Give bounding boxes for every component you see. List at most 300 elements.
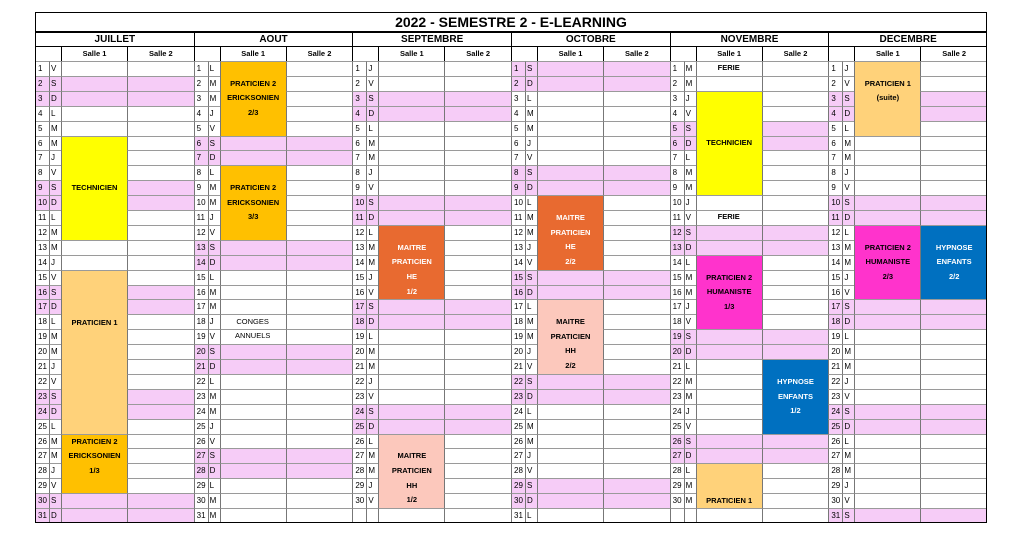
salle-1-slot[interactable] [220, 478, 286, 493]
salle-1-slot[interactable] [696, 404, 762, 419]
salle-2-slot[interactable] [762, 478, 829, 493]
salle-2-slot[interactable] [603, 374, 670, 389]
salle-2-slot[interactable] [444, 91, 511, 106]
salle-2-slot[interactable] [127, 136, 194, 151]
salle-2-slot[interactable] [603, 195, 670, 210]
salle-2-slot[interactable] [127, 165, 194, 180]
salle-1-slot[interactable] [220, 508, 286, 523]
salle-2-slot[interactable] [920, 91, 987, 106]
salle-2-slot[interactable] [444, 121, 511, 136]
salle-1-slot[interactable] [220, 136, 286, 151]
salle-1-slot[interactable] [854, 404, 920, 419]
salle-1-slot[interactable] [378, 106, 444, 121]
salle-1-slot[interactable] [537, 180, 603, 195]
salle-2-slot[interactable] [920, 180, 987, 195]
salle-2-slot[interactable] [286, 299, 353, 314]
salle-2-slot[interactable] [127, 314, 194, 329]
salle-2-slot[interactable] [286, 121, 353, 136]
salle-2-slot[interactable] [920, 419, 987, 434]
salle-1-slot[interactable] [378, 314, 444, 329]
salle-1-slot[interactable] [537, 434, 603, 449]
salle-1-slot[interactable] [854, 344, 920, 359]
salle-1-slot[interactable] [378, 136, 444, 151]
training-session-block[interactable] [696, 463, 762, 508]
salle-1-slot[interactable] [378, 180, 444, 195]
salle-2-slot[interactable] [286, 180, 353, 195]
training-session-block[interactable] [854, 225, 920, 300]
training-session-block[interactable] [61, 136, 127, 240]
salle-2-slot[interactable] [603, 255, 670, 270]
salle-1-slot[interactable] [537, 404, 603, 419]
salle-1-slot[interactable] [378, 150, 444, 165]
salle-1-slot[interactable] [220, 359, 286, 374]
salle-2-slot[interactable] [920, 478, 987, 493]
salle-1-slot[interactable] [537, 61, 603, 76]
salle-1-slot[interactable] [854, 493, 920, 508]
salle-2-slot[interactable] [603, 493, 670, 508]
salle-2-slot[interactable] [920, 508, 987, 523]
salle-2-slot[interactable] [603, 180, 670, 195]
salle-1-slot[interactable] [61, 255, 127, 270]
salle-1-slot[interactable] [378, 508, 444, 523]
salle-2-slot[interactable] [762, 434, 829, 449]
salle-2-slot[interactable] [286, 419, 353, 434]
salle-2-slot[interactable] [444, 463, 511, 478]
salle-2-slot[interactable] [603, 240, 670, 255]
salle-2-slot[interactable] [920, 61, 987, 76]
salle-1-slot[interactable] [378, 121, 444, 136]
salle-1-slot[interactable] [696, 374, 762, 389]
salle-1-slot[interactable] [220, 434, 286, 449]
salle-2-slot[interactable] [127, 195, 194, 210]
salle-2-slot[interactable] [286, 210, 353, 225]
salle-2-slot[interactable] [762, 493, 829, 508]
salle-2-slot[interactable] [444, 165, 511, 180]
salle-1-slot[interactable] [537, 76, 603, 91]
salle-2-slot[interactable] [762, 299, 829, 314]
salle-1-slot[interactable] [220, 389, 286, 404]
salle-2-slot[interactable] [127, 299, 194, 314]
salle-2-slot[interactable] [603, 419, 670, 434]
training-session-block[interactable] [61, 270, 127, 434]
salle-2-slot[interactable] [603, 404, 670, 419]
salle-2-slot[interactable] [603, 91, 670, 106]
salle-2-slot[interactable] [603, 225, 670, 240]
salle-2-slot[interactable] [127, 389, 194, 404]
salle-2-slot[interactable] [127, 270, 194, 285]
salle-1-slot[interactable] [220, 285, 286, 300]
salle-2-slot[interactable] [286, 508, 353, 523]
salle-2-slot[interactable] [127, 91, 194, 106]
salle-2-slot[interactable] [286, 61, 353, 76]
salle-2-slot[interactable] [444, 106, 511, 121]
salle-1-slot[interactable] [696, 240, 762, 255]
salle-2-slot[interactable] [286, 374, 353, 389]
salle-1-slot[interactable] [537, 419, 603, 434]
salle-1-slot[interactable] [854, 389, 920, 404]
salle-2-slot[interactable] [444, 508, 511, 523]
salle-2-slot[interactable] [127, 240, 194, 255]
salle-2-slot[interactable] [603, 314, 670, 329]
salle-2-slot[interactable] [603, 106, 670, 121]
salle-1-slot[interactable] [537, 106, 603, 121]
salle-2-slot[interactable] [762, 463, 829, 478]
salle-1-slot[interactable] [220, 240, 286, 255]
salle-2-slot[interactable] [920, 389, 987, 404]
salle-2-slot[interactable] [286, 150, 353, 165]
salle-1-slot[interactable] [378, 404, 444, 419]
salle-2-slot[interactable] [603, 61, 670, 76]
salle-2-slot[interactable] [286, 434, 353, 449]
salle-2-slot[interactable] [603, 359, 670, 374]
salle-2-slot[interactable] [762, 225, 829, 240]
salle-2-slot[interactable] [920, 329, 987, 344]
salle-2-slot[interactable] [762, 210, 829, 225]
salle-2-slot[interactable] [603, 121, 670, 136]
salle-1-slot[interactable] [537, 478, 603, 493]
salle-2-slot[interactable] [127, 344, 194, 359]
salle-1-slot[interactable] [61, 493, 127, 508]
salle-2-slot[interactable] [444, 344, 511, 359]
salle-1-slot[interactable] [61, 508, 127, 523]
salle-2-slot[interactable] [920, 106, 987, 121]
salle-2-slot[interactable] [127, 121, 194, 136]
salle-1-slot[interactable] [378, 344, 444, 359]
salle-2-slot[interactable] [444, 404, 511, 419]
salle-1-slot[interactable] [537, 121, 603, 136]
salle-2-slot[interactable] [762, 61, 829, 76]
salle-2-slot[interactable] [762, 150, 829, 165]
salle-2-slot[interactable] [286, 389, 353, 404]
salle-2-slot[interactable] [920, 448, 987, 463]
salle-2-slot[interactable] [444, 434, 511, 449]
salle-1-slot[interactable] [220, 404, 286, 419]
salle-2-slot[interactable] [603, 344, 670, 359]
salle-1-slot[interactable] [537, 508, 603, 523]
salle-1-slot[interactable] [537, 463, 603, 478]
training-session-block[interactable] [762, 359, 829, 434]
salle-1-slot[interactable] [378, 359, 444, 374]
salle-2-slot[interactable] [444, 493, 511, 508]
salle-1-slot[interactable] [537, 150, 603, 165]
salle-1-slot[interactable] [854, 195, 920, 210]
salle-1-slot[interactable] [696, 344, 762, 359]
training-session-block[interactable] [537, 195, 603, 270]
salle-1-slot[interactable] [854, 180, 920, 195]
salle-2-slot[interactable] [444, 240, 511, 255]
salle-2-slot[interactable] [444, 180, 511, 195]
salle-2-slot[interactable] [444, 359, 511, 374]
salle-2-slot[interactable] [920, 359, 987, 374]
salle-1-slot[interactable] [61, 61, 127, 76]
salle-1-slot[interactable] [537, 389, 603, 404]
salle-1-slot[interactable] [61, 121, 127, 136]
salle-2-slot[interactable] [603, 478, 670, 493]
salle-2-slot[interactable] [920, 210, 987, 225]
salle-2-slot[interactable] [444, 285, 511, 300]
salle-2-slot[interactable] [127, 463, 194, 478]
salle-1-slot[interactable] [378, 165, 444, 180]
salle-2-slot[interactable] [603, 165, 670, 180]
salle-1-slot[interactable] [854, 448, 920, 463]
salle-2-slot[interactable] [603, 150, 670, 165]
salle-2-slot[interactable] [920, 314, 987, 329]
salle-1-slot[interactable] [854, 165, 920, 180]
salle-1-slot[interactable] [378, 91, 444, 106]
salle-1-slot[interactable] [537, 91, 603, 106]
salle-1-slot[interactable] [61, 240, 127, 255]
salle-1-slot[interactable] [854, 419, 920, 434]
salle-1-slot[interactable] [378, 61, 444, 76]
salle-1-slot[interactable] [220, 299, 286, 314]
salle-2-slot[interactable] [603, 463, 670, 478]
salle-2-slot[interactable] [286, 195, 353, 210]
salle-2-slot[interactable] [127, 419, 194, 434]
salle-1-slot[interactable] [696, 508, 762, 523]
salle-2-slot[interactable] [286, 106, 353, 121]
salle-2-slot[interactable] [603, 508, 670, 523]
salle-1-slot[interactable] [854, 329, 920, 344]
salle-2-slot[interactable] [603, 329, 670, 344]
salle-2-slot[interactable] [127, 76, 194, 91]
salle-1-slot[interactable] [61, 76, 127, 91]
salle-2-slot[interactable] [286, 463, 353, 478]
salle-1-slot[interactable] [378, 299, 444, 314]
salle-2-slot[interactable] [444, 270, 511, 285]
salle-2-slot[interactable] [444, 389, 511, 404]
salle-2-slot[interactable] [444, 478, 511, 493]
salle-1-slot[interactable] [854, 508, 920, 523]
salle-2-slot[interactable] [286, 76, 353, 91]
salle-1-slot[interactable] [378, 374, 444, 389]
salle-2-slot[interactable] [286, 240, 353, 255]
salle-1-slot[interactable] [220, 150, 286, 165]
salle-1-slot[interactable] [854, 374, 920, 389]
salle-2-slot[interactable] [603, 448, 670, 463]
salle-2-slot[interactable] [127, 180, 194, 195]
salle-1-slot[interactable] [854, 314, 920, 329]
training-session-block[interactable] [854, 61, 920, 136]
salle-1-slot[interactable] [854, 463, 920, 478]
salle-2-slot[interactable] [286, 270, 353, 285]
salle-1-slot[interactable] [378, 195, 444, 210]
salle-2-slot[interactable] [127, 106, 194, 121]
salle-2-slot[interactable] [286, 344, 353, 359]
salle-2-slot[interactable] [444, 136, 511, 151]
salle-2-slot[interactable] [762, 270, 829, 285]
salle-2-slot[interactable] [762, 314, 829, 329]
salle-2-slot[interactable] [920, 404, 987, 419]
training-session-block[interactable] [61, 434, 127, 494]
salle-2-slot[interactable] [127, 61, 194, 76]
salle-2-slot[interactable] [286, 285, 353, 300]
salle-2-slot[interactable] [127, 329, 194, 344]
salle-1-slot[interactable] [220, 463, 286, 478]
salle-1-slot[interactable] [696, 389, 762, 404]
salle-1-slot[interactable] [696, 359, 762, 374]
salle-2-slot[interactable] [762, 136, 829, 151]
salle-2-slot[interactable] [762, 255, 829, 270]
salle-2-slot[interactable] [127, 359, 194, 374]
salle-2-slot[interactable] [920, 150, 987, 165]
salle-2-slot[interactable] [603, 76, 670, 91]
salle-2-slot[interactable] [127, 225, 194, 240]
salle-1-slot[interactable] [378, 389, 444, 404]
salle-2-slot[interactable] [920, 434, 987, 449]
salle-2-slot[interactable] [127, 448, 194, 463]
salle-1-slot[interactable] [537, 493, 603, 508]
salle-2-slot[interactable] [127, 210, 194, 225]
salle-2-slot[interactable] [762, 76, 829, 91]
salle-1-slot[interactable] [854, 478, 920, 493]
salle-1-slot[interactable] [854, 150, 920, 165]
salle-2-slot[interactable] [920, 493, 987, 508]
salle-2-slot[interactable] [444, 314, 511, 329]
salle-1-slot[interactable] [220, 255, 286, 270]
salle-1-slot[interactable] [220, 419, 286, 434]
salle-1-slot[interactable] [378, 76, 444, 91]
salle-2-slot[interactable] [920, 165, 987, 180]
salle-1-slot[interactable] [696, 329, 762, 344]
salle-1-slot[interactable] [537, 165, 603, 180]
training-session-block[interactable] [696, 255, 762, 330]
salle-1-slot[interactable] [220, 448, 286, 463]
salle-2-slot[interactable] [444, 448, 511, 463]
training-session-block[interactable] [696, 210, 762, 225]
salle-2-slot[interactable] [444, 299, 511, 314]
salle-1-slot[interactable] [854, 210, 920, 225]
salle-2-slot[interactable] [603, 136, 670, 151]
salle-1-slot[interactable] [696, 225, 762, 240]
training-session-block[interactable] [920, 225, 987, 300]
salle-2-slot[interactable] [127, 478, 194, 493]
salle-1-slot[interactable] [220, 374, 286, 389]
training-session-block[interactable] [537, 299, 603, 374]
salle-1-slot[interactable] [220, 344, 286, 359]
salle-2-slot[interactable] [286, 165, 353, 180]
salle-2-slot[interactable] [762, 180, 829, 195]
salle-2-slot[interactable] [127, 255, 194, 270]
salle-2-slot[interactable] [127, 285, 194, 300]
training-session-block[interactable] [220, 314, 286, 344]
salle-1-slot[interactable] [537, 136, 603, 151]
salle-2-slot[interactable] [444, 76, 511, 91]
salle-2-slot[interactable] [444, 61, 511, 76]
salle-2-slot[interactable] [286, 448, 353, 463]
salle-2-slot[interactable] [444, 210, 511, 225]
salle-2-slot[interactable] [603, 285, 670, 300]
salle-2-slot[interactable] [762, 285, 829, 300]
salle-2-slot[interactable] [920, 136, 987, 151]
salle-2-slot[interactable] [444, 195, 511, 210]
salle-2-slot[interactable] [444, 150, 511, 165]
salle-2-slot[interactable] [127, 434, 194, 449]
salle-2-slot[interactable] [762, 344, 829, 359]
salle-2-slot[interactable] [127, 508, 194, 523]
training-session-block[interactable] [378, 225, 444, 300]
salle-1-slot[interactable] [61, 106, 127, 121]
salle-1-slot[interactable] [378, 329, 444, 344]
salle-2-slot[interactable] [603, 389, 670, 404]
salle-2-slot[interactable] [603, 270, 670, 285]
salle-1-slot[interactable] [696, 195, 762, 210]
salle-2-slot[interactable] [444, 255, 511, 270]
salle-2-slot[interactable] [286, 404, 353, 419]
salle-2-slot[interactable] [444, 329, 511, 344]
salle-2-slot[interactable] [920, 76, 987, 91]
salle-1-slot[interactable] [537, 270, 603, 285]
salle-1-slot[interactable] [220, 270, 286, 285]
salle-1-slot[interactable] [854, 434, 920, 449]
training-session-block[interactable] [696, 61, 762, 76]
salle-2-slot[interactable] [762, 240, 829, 255]
salle-2-slot[interactable] [920, 195, 987, 210]
salle-2-slot[interactable] [603, 210, 670, 225]
salle-2-slot[interactable] [920, 121, 987, 136]
salle-1-slot[interactable] [854, 136, 920, 151]
salle-2-slot[interactable] [286, 359, 353, 374]
salle-1-slot[interactable] [61, 91, 127, 106]
salle-1-slot[interactable] [378, 210, 444, 225]
salle-1-slot[interactable] [537, 285, 603, 300]
salle-2-slot[interactable] [762, 329, 829, 344]
training-session-block[interactable] [220, 61, 286, 136]
salle-2-slot[interactable] [762, 448, 829, 463]
salle-2-slot[interactable] [762, 508, 829, 523]
salle-1-slot[interactable] [696, 419, 762, 434]
salle-2-slot[interactable] [762, 165, 829, 180]
salle-2-slot[interactable] [286, 91, 353, 106]
salle-1-slot[interactable] [696, 76, 762, 91]
salle-2-slot[interactable] [762, 91, 829, 106]
salle-2-slot[interactable] [286, 225, 353, 240]
salle-2-slot[interactable] [920, 299, 987, 314]
salle-2-slot[interactable] [762, 195, 829, 210]
salle-2-slot[interactable] [762, 106, 829, 121]
salle-2-slot[interactable] [762, 121, 829, 136]
salle-1-slot[interactable] [696, 448, 762, 463]
salle-2-slot[interactable] [127, 150, 194, 165]
salle-2-slot[interactable] [286, 136, 353, 151]
salle-2-slot[interactable] [603, 434, 670, 449]
salle-1-slot[interactable] [378, 419, 444, 434]
training-session-block[interactable] [220, 165, 286, 240]
training-session-block[interactable] [378, 434, 444, 509]
salle-2-slot[interactable] [286, 255, 353, 270]
salle-1-slot[interactable] [220, 493, 286, 508]
salle-2-slot[interactable] [920, 344, 987, 359]
salle-2-slot[interactable] [920, 463, 987, 478]
salle-1-slot[interactable] [537, 374, 603, 389]
salle-1-slot[interactable] [696, 434, 762, 449]
salle-2-slot[interactable] [603, 299, 670, 314]
salle-2-slot[interactable] [444, 225, 511, 240]
salle-2-slot[interactable] [127, 404, 194, 419]
salle-1-slot[interactable] [854, 359, 920, 374]
salle-2-slot[interactable] [444, 419, 511, 434]
salle-2-slot[interactable] [920, 374, 987, 389]
salle-2-slot[interactable] [127, 374, 194, 389]
salle-2-slot[interactable] [286, 493, 353, 508]
salle-1-slot[interactable] [537, 448, 603, 463]
salle-2-slot[interactable] [286, 329, 353, 344]
salle-2-slot[interactable] [444, 374, 511, 389]
salle-2-slot[interactable] [286, 478, 353, 493]
training-session-block[interactable] [696, 91, 762, 195]
salle-2-slot[interactable] [127, 493, 194, 508]
salle-2-slot[interactable] [286, 314, 353, 329]
salle-1-slot[interactable] [854, 299, 920, 314]
